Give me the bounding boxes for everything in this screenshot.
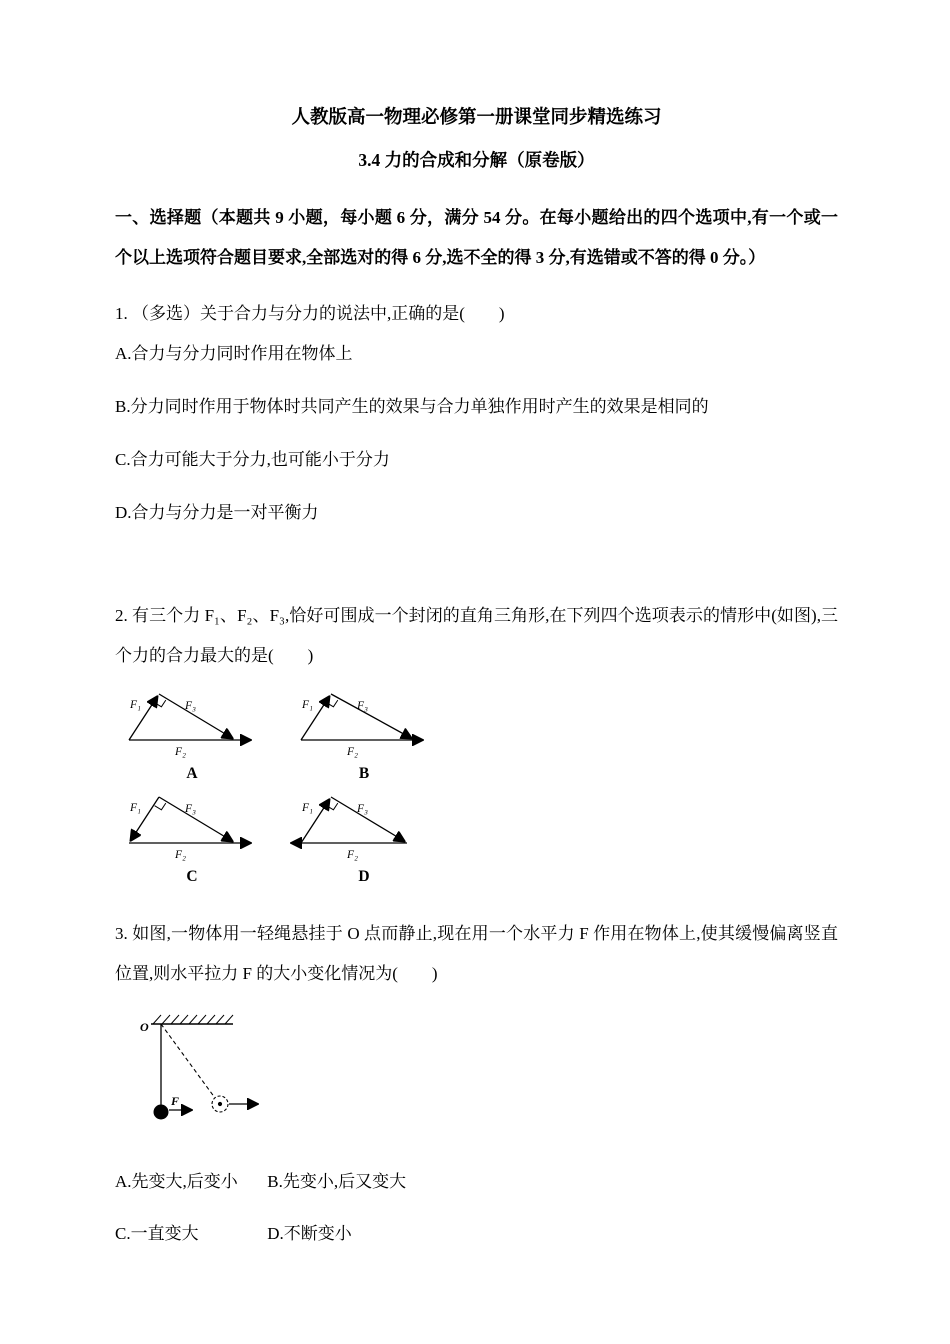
right-angle-mark: [155, 803, 166, 810]
q3-option-c: C.一直变大: [115, 1223, 199, 1243]
q3-option-a: A.先变大,后变小: [115, 1172, 238, 1192]
q1-option-c: C.合力可能大于分力,也可能小于分力: [115, 449, 390, 469]
triangle-diagram-b: [289, 686, 439, 758]
force-f3-arrow: [331, 694, 411, 738]
triangle-diagram-c: [117, 789, 267, 861]
figure-caption-c: C: [186, 868, 198, 886]
question-3: [115, 914, 838, 1246]
figure-caption-b: B: [358, 765, 370, 783]
question-1: [115, 294, 838, 524]
ceiling-hatch: [153, 1015, 233, 1024]
doc-title: 人教版高一物理必修第一册课堂同步精选练习: [291, 108, 662, 128]
deflected-string-dashed: [161, 1024, 215, 1098]
right-angle-mark: [327, 803, 338, 810]
figure-caption-d: D: [358, 868, 370, 886]
point-o-label: O: [140, 1020, 149, 1035]
triangle-diagram-d: [289, 789, 439, 861]
ball: [154, 1105, 168, 1119]
question-2-stem: 2. 有三个力 F₁、F₂、F₃,恰好可围成一个封闭的直角三角形,在下列四个选项表示的情形中(如图),三个力的合力最大的是( ): [115, 606, 838, 666]
force-f-label: F: [171, 1094, 180, 1109]
q3-options-row-2: [115, 1221, 838, 1247]
force-label-f1: F₁: [302, 802, 314, 815]
force-label-f1: F₁: [130, 699, 142, 712]
force-label-f2: F₂: [347, 746, 359, 759]
pendulum-diagram: [133, 1008, 283, 1130]
q2-figure-grid: [117, 686, 838, 886]
force-label-f3: F₃: [185, 700, 197, 713]
deflected-ball-center-dot: [218, 1103, 221, 1106]
q3-option-d: D.不断变小: [267, 1223, 352, 1243]
q2-figure-b: [289, 686, 439, 783]
section-header: 一、选择题（本题共 9 小题，每小题 6 分，满分 54 分。在每小题给出的四个选项中,有一个或一个以上选项符合题目要求,全部选对的得 6 分,选不全的得 3 分,有选错或不答的得 0 分。）: [115, 208, 838, 268]
force-label-f3: F₃: [357, 803, 369, 816]
q2-figure-d: [289, 789, 439, 886]
force-label-f2: F₂: [175, 746, 187, 759]
doc-subtitle: 3.4 力的合成和分解（原卷版）: [358, 149, 595, 170]
triangle-diagram-a: [117, 686, 267, 758]
q1-option-b: B.分力同时作用于物体时共同产生的效果与合力单独作用时产生的效果是相同的: [115, 397, 709, 416]
question-3-stem: 3. 如图,一物体用一轻绳悬挂于 O 点而静止,现在用一个水平力 F 作用在物体上,使其缓慢偏离竖直位置,则水平拉力 F 的大小变化情况为( ): [115, 924, 838, 984]
q2-figure-row-1: [117, 686, 838, 783]
force-label-f2: F₂: [347, 849, 359, 862]
q3-option-b: B.先变小,后又变大: [267, 1172, 407, 1192]
q3-figure: [133, 1008, 838, 1135]
q1-option-d: D.合力与分力是一对平衡力: [115, 502, 319, 522]
question-2: [115, 596, 838, 886]
q3-options-row-1: [115, 1169, 838, 1195]
force-label-f3: F₃: [357, 700, 369, 713]
force-label-f1: F₁: [130, 802, 142, 815]
q2-figure-row-2: [117, 789, 838, 886]
force-label-f1: F₁: [302, 699, 314, 712]
force-label-f2: F₂: [175, 849, 187, 862]
q2-figure-c: [117, 789, 267, 886]
question-1-stem: 1. （多选）关于合力与分力的说法中,正确的是( ): [115, 304, 505, 324]
right-angle-mark: [155, 700, 166, 707]
force-label-f3: F₃: [185, 803, 197, 816]
figure-caption-a: A: [186, 765, 198, 783]
right-angle-mark: [327, 700, 338, 707]
q1-option-a: A.合力与分力同时作用在物体上: [115, 344, 353, 364]
q2-figure-a: [117, 686, 267, 783]
